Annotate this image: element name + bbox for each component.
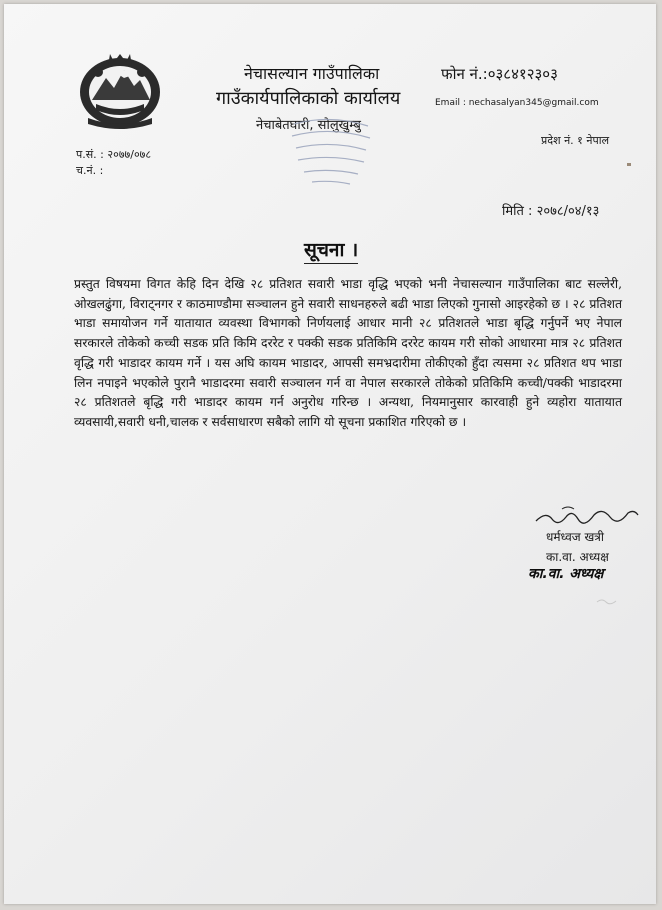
reference-block xyxy=(76,147,151,179)
signer-seal: का.वा. अध्यक्ष xyxy=(528,566,604,582)
email-address: Email : nechasalyan345@gmail.com xyxy=(435,98,599,108)
signer-name: धर्मध्वज खत्री xyxy=(546,530,605,544)
notice-body: प्रस्तुत विषयमा विगत केहि दिन देखि २८ प्रतिशत सवारी भाडा वृद्धि भएको भनी नेचासल्यान गाउँपालिका बाट सल्लेरी, ओखलढुंगा, विराट्नगर र काठमाण्डौमा सञ्चालन हुने सवारी साधनहरुले बढी भाडा लिएको गुनासो आइरहेको छ । २८ प्रतिशत भाडा समायोजन गर्ने यातायात व्यवस्था विभागको निर्णयलाई आधार मानी २८ प्रतिशतले भाडा बृद्धि गर्नुपर्ने भए नेपाल सरकारले तोकेको कच्ची सडक प्रति किमि दररेट र पक्की सडक प्रतिकिमि दररेट कायम गरी सोको आधारमा मात्र २८ प्रतिशत वृद्धि गरी भाडादर कायम गर्ने । यस अघि कायम भाडादर, आपसी समभ्रदारीमा तोकीएको हुँदा त्यसमा २८ प्रतिशत थप भाडा लिन नपाइने भएकोले पुरानै भाडादरमा सवारी सञ्चालन गर्न वा नेपाल सरकारले तोकेको प्रतिकिमि कच्ची/पक्की भाडादरमा २८ प्रतिशतले बृद्धि गरी भाडादर कायम गर्न अनुरोध गरिन्छ । अन्यथा, नियमानुसार कारवाही हुने व्यहोरा यातायात व्यवसायी,सवारी धनी,चालक र सर्वसाधारण सबैको लागि यो सूचना प्रकाशित गरिएको छ । xyxy=(74,277,622,429)
letter-number: प.सं. : २०७७/०७८ xyxy=(76,148,152,161)
province-label: प्रदेश नं. १ नेपाल xyxy=(541,134,610,147)
office-address: नेचाबेतघारी, सोलुखुम्बु xyxy=(256,118,361,133)
notice-title: सूचना । xyxy=(304,236,358,264)
dispatch-number: च.नं. : xyxy=(76,164,104,177)
office-stamp-icon xyxy=(288,116,374,188)
signature-mark xyxy=(532,503,642,529)
org-name: नेचासल्यान गाउँपालिका xyxy=(244,64,380,83)
signer-title: का.वा. अध्यक्ष xyxy=(546,550,609,564)
office-name: गाउँकार्यपालिकाको कार्यालय xyxy=(216,88,401,109)
nepal-emblem-icon xyxy=(74,48,166,130)
phone-number: फोन नं.:०३८४१२३०३ xyxy=(441,65,558,83)
paper-blemish xyxy=(627,163,631,166)
notice-date: मिति : २०७८/०४/१३ xyxy=(502,204,600,219)
faint-pencil-mark xyxy=(596,596,620,606)
document-page xyxy=(4,4,656,904)
